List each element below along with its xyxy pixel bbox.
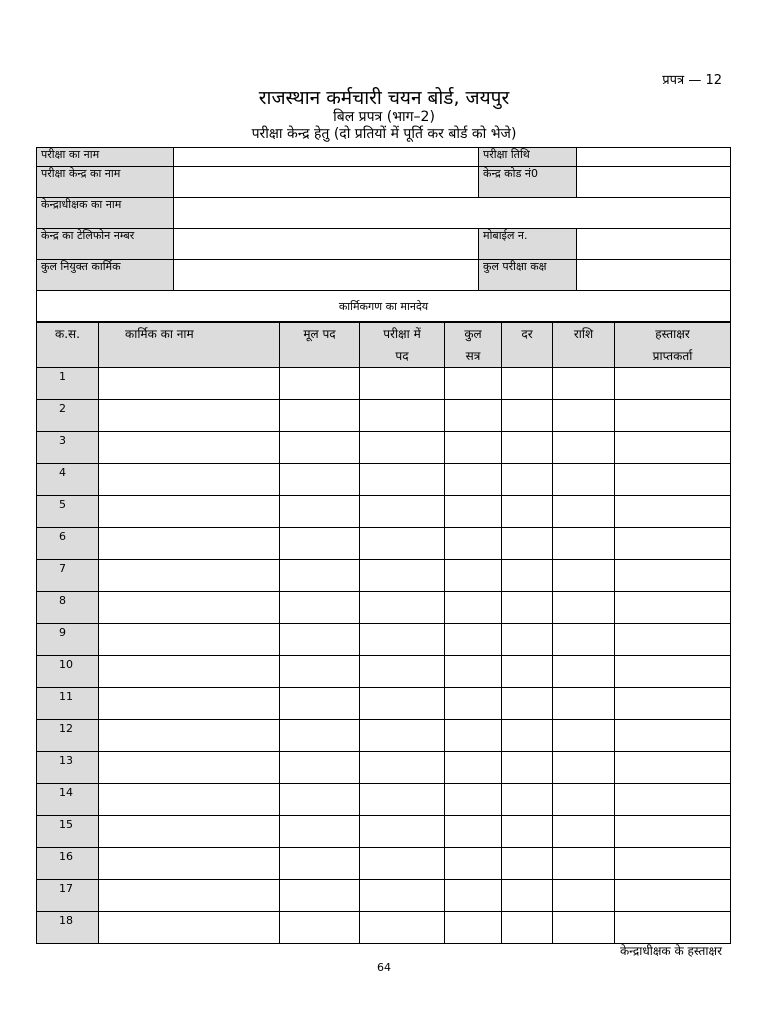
total-rooms-field[interactable] — [577, 260, 731, 291]
cell-sessions[interactable] — [445, 400, 502, 432]
cell-rate[interactable] — [502, 880, 553, 912]
cell-post[interactable] — [280, 400, 360, 432]
cell-post[interactable] — [280, 912, 360, 944]
cell-amount[interactable] — [553, 720, 615, 752]
cell-exam-post[interactable] — [360, 432, 445, 464]
table-row — [37, 560, 731, 592]
cell-rate[interactable] — [502, 528, 553, 560]
cell-rate[interactable] — [502, 752, 553, 784]
cell-signature[interactable] — [615, 496, 731, 528]
cell-name[interactable] — [99, 592, 280, 624]
cell-signature[interactable] — [615, 912, 731, 944]
cell-rate[interactable] — [502, 400, 553, 432]
col-exam-post — [360, 323, 445, 368]
col-rate: दर — [502, 323, 553, 368]
cell-name[interactable] — [99, 912, 280, 944]
cell-signature[interactable] — [615, 848, 731, 880]
table-row — [37, 368, 731, 400]
table-row — [37, 432, 731, 464]
table-row — [37, 528, 731, 560]
cell-sessions[interactable] — [445, 560, 502, 592]
cell-signature[interactable] — [615, 688, 731, 720]
cell-amount[interactable] — [553, 496, 615, 528]
cell-amount[interactable] — [553, 656, 615, 688]
col-sessions-line1: कुल — [464, 327, 482, 341]
cell-exam-post[interactable] — [360, 560, 445, 592]
table-row — [37, 624, 731, 656]
cell-exam-post[interactable] — [360, 656, 445, 688]
cell-signature[interactable] — [615, 656, 731, 688]
cell-name[interactable] — [99, 880, 280, 912]
center-code-label: केन्द्र कोड नं0 — [479, 167, 577, 198]
cell-sessions[interactable] — [445, 752, 502, 784]
cell-name[interactable] — [99, 528, 280, 560]
page-title: राजस्थान कर्मचारी चयन बोर्ड, जयपुर — [258, 87, 510, 109]
cell-name[interactable] — [99, 560, 280, 592]
table-row — [37, 848, 731, 880]
row-serial: 6 — [37, 528, 99, 560]
col-sessions — [445, 323, 502, 368]
cell-post[interactable] — [280, 880, 360, 912]
cell-rate[interactable] — [502, 464, 553, 496]
cell-exam-post[interactable] — [360, 592, 445, 624]
cell-rate[interactable] — [502, 560, 553, 592]
cell-amount[interactable] — [553, 368, 615, 400]
cell-sessions[interactable] — [445, 592, 502, 624]
cell-post[interactable] — [280, 560, 360, 592]
cell-rate[interactable] — [502, 688, 553, 720]
cell-signature[interactable] — [615, 880, 731, 912]
section-heading: कार्मिकगण का मानदेय — [37, 291, 731, 322]
form-number: प्रपत्र — 12 — [662, 73, 722, 88]
info-table — [36, 147, 731, 322]
cell-name[interactable] — [99, 752, 280, 784]
row-serial: 1 — [37, 368, 99, 400]
cell-post[interactable] — [280, 496, 360, 528]
table-row — [37, 784, 731, 816]
cell-name[interactable] — [99, 368, 280, 400]
cell-signature[interactable] — [615, 400, 731, 432]
col-exam-post-line1: परीक्षा में — [383, 327, 421, 341]
table-row — [37, 688, 731, 720]
row-serial: 5 — [37, 496, 99, 528]
cell-amount[interactable] — [553, 688, 615, 720]
col-serial: क.स. — [37, 323, 99, 368]
cell-name[interactable] — [99, 432, 280, 464]
col-amount: राशि — [553, 323, 615, 368]
page-number: 64 — [377, 961, 391, 974]
table-row — [37, 720, 731, 752]
center-name-label: परीक्षा केन्द्र का नाम — [37, 167, 174, 198]
cell-exam-post[interactable] — [360, 624, 445, 656]
table-row — [37, 496, 731, 528]
table-row — [37, 464, 731, 496]
cell-exam-post[interactable] — [360, 464, 445, 496]
row-serial: 2 — [37, 400, 99, 432]
cell-amount[interactable] — [553, 752, 615, 784]
cell-sessions[interactable] — [445, 720, 502, 752]
cell-sessions[interactable] — [445, 368, 502, 400]
cell-rate[interactable] — [502, 496, 553, 528]
cell-exam-post[interactable] — [360, 912, 445, 944]
cell-rate[interactable] — [502, 624, 553, 656]
cell-signature[interactable] — [615, 816, 731, 848]
row-serial: 18 — [37, 912, 99, 944]
row-serial: 4 — [37, 464, 99, 496]
cell-signature[interactable] — [615, 560, 731, 592]
cell-sessions[interactable] — [445, 432, 502, 464]
cell-rate[interactable] — [502, 816, 553, 848]
cell-sessions[interactable] — [445, 816, 502, 848]
cell-rate[interactable] — [502, 848, 553, 880]
cell-exam-post[interactable] — [360, 496, 445, 528]
superintendent-field[interactable] — [174, 198, 731, 229]
table-row — [37, 880, 731, 912]
superintendent-signature: केन्द्राधीक्षक के हस्ताक्षर — [619, 944, 722, 958]
table-row — [37, 752, 731, 784]
cell-post[interactable] — [280, 720, 360, 752]
cell-rate[interactable] — [502, 592, 553, 624]
row-serial: 3 — [37, 432, 99, 464]
cell-amount[interactable] — [553, 816, 615, 848]
cell-exam-post[interactable] — [360, 752, 445, 784]
cell-post[interactable] — [280, 528, 360, 560]
row-serial: 14 — [37, 784, 99, 816]
row-serial: 12 — [37, 720, 99, 752]
col-exam-post-line2: पद — [395, 349, 409, 363]
cell-amount[interactable] — [553, 592, 615, 624]
cell-name[interactable] — [99, 688, 280, 720]
row-serial: 9 — [37, 624, 99, 656]
cell-post[interactable] — [280, 784, 360, 816]
col-signature-line1: हस्ताक्षर — [655, 327, 690, 341]
cell-signature[interactable] — [615, 592, 731, 624]
row-serial: 17 — [37, 880, 99, 912]
cell-name[interactable] — [99, 656, 280, 688]
cell-sessions[interactable] — [445, 784, 502, 816]
table-row — [37, 592, 731, 624]
instruction-text: परीक्षा केन्द्र हेतु (दो प्रतियों में पूर्ति कर बोर्ड को भेजे) — [251, 126, 517, 142]
cell-amount[interactable] — [553, 848, 615, 880]
cell-rate[interactable] — [502, 784, 553, 816]
cell-post[interactable] — [280, 848, 360, 880]
cell-post[interactable] — [280, 752, 360, 784]
cell-amount[interactable] — [553, 624, 615, 656]
cell-post[interactable] — [280, 624, 360, 656]
page-subtitle: बिल प्रपत्र (भाग–2) — [333, 109, 435, 125]
cell-sessions[interactable] — [445, 624, 502, 656]
table-row — [37, 912, 731, 944]
row-serial: 11 — [37, 688, 99, 720]
total-staff-field[interactable] — [174, 260, 479, 291]
phone-field[interactable] — [174, 229, 479, 260]
cell-name[interactable] — [99, 784, 280, 816]
cell-name[interactable] — [99, 400, 280, 432]
row-serial: 16 — [37, 848, 99, 880]
col-post: मूल पद — [280, 323, 360, 368]
cell-post[interactable] — [280, 656, 360, 688]
cell-amount[interactable] — [553, 784, 615, 816]
exam-date-field[interactable] — [577, 148, 731, 167]
cell-signature[interactable] — [615, 752, 731, 784]
mobile-label: मोबाईल न. — [479, 229, 577, 260]
cell-post[interactable] — [280, 432, 360, 464]
cell-signature[interactable] — [615, 784, 731, 816]
cell-exam-post[interactable] — [360, 816, 445, 848]
table-row — [37, 656, 731, 688]
cell-amount[interactable] — [553, 560, 615, 592]
table-row — [37, 400, 731, 432]
cell-amount[interactable] — [553, 880, 615, 912]
cell-amount[interactable] — [553, 912, 615, 944]
cell-exam-post[interactable] — [360, 528, 445, 560]
cell-sessions[interactable] — [445, 496, 502, 528]
cell-rate[interactable] — [502, 368, 553, 400]
cell-signature[interactable] — [615, 432, 731, 464]
cell-signature[interactable] — [615, 368, 731, 400]
cell-sessions[interactable] — [445, 464, 502, 496]
cell-rate[interactable] — [502, 720, 553, 752]
table-row — [37, 816, 731, 848]
cell-name[interactable] — [99, 848, 280, 880]
cell-exam-post[interactable] — [360, 400, 445, 432]
table-header-row — [37, 323, 731, 368]
cell-amount[interactable] — [553, 528, 615, 560]
cell-name[interactable] — [99, 624, 280, 656]
exam-date-label: परीक्षा तिथि — [479, 148, 577, 167]
cell-sessions[interactable] — [445, 688, 502, 720]
cell-rate[interactable] — [502, 912, 553, 944]
exam-name-label: परीक्षा का नाम — [37, 148, 174, 167]
cell-sessions[interactable] — [445, 848, 502, 880]
total-rooms-label: कुल परीक्षा कक्ष — [479, 260, 577, 291]
cell-exam-post[interactable] — [360, 720, 445, 752]
staff-table — [36, 322, 731, 944]
cell-exam-post[interactable] — [360, 784, 445, 816]
cell-name[interactable] — [99, 464, 280, 496]
cell-signature[interactable] — [615, 624, 731, 656]
cell-post[interactable] — [280, 464, 360, 496]
cell-signature[interactable] — [615, 528, 731, 560]
col-name: कार्मिक का नाम — [99, 323, 280, 368]
cell-post[interactable] — [280, 592, 360, 624]
cell-name[interactable] — [99, 496, 280, 528]
cell-amount[interactable] — [553, 432, 615, 464]
cell-sessions[interactable] — [445, 528, 502, 560]
cell-sessions[interactable] — [445, 656, 502, 688]
cell-exam-post[interactable] — [360, 880, 445, 912]
cell-name[interactable] — [99, 816, 280, 848]
cell-rate[interactable] — [502, 432, 553, 464]
cell-post[interactable] — [280, 816, 360, 848]
cell-name[interactable] — [99, 720, 280, 752]
col-signature — [615, 323, 731, 368]
exam-name-field[interactable] — [174, 148, 479, 167]
cell-exam-post[interactable] — [360, 848, 445, 880]
cell-exam-post[interactable] — [360, 368, 445, 400]
col-sessions-line2: सत्र — [465, 349, 481, 363]
cell-rate[interactable] — [502, 656, 553, 688]
cell-exam-post[interactable] — [360, 688, 445, 720]
mobile-field[interactable] — [577, 229, 731, 260]
cell-signature[interactable] — [615, 720, 731, 752]
cell-amount[interactable] — [553, 464, 615, 496]
cell-signature[interactable] — [615, 464, 731, 496]
center-name-field[interactable] — [174, 167, 479, 198]
phone-label: केन्द्र का टेलिफोन नम्बर — [37, 229, 174, 260]
cell-post[interactable] — [280, 368, 360, 400]
cell-sessions[interactable] — [445, 880, 502, 912]
row-serial: 10 — [37, 656, 99, 688]
superintendent-label: केन्द्राधीक्षक का नाम — [37, 198, 174, 229]
row-serial: 8 — [37, 592, 99, 624]
cell-sessions[interactable] — [445, 912, 502, 944]
row-serial: 7 — [37, 560, 99, 592]
col-signature-line2: प्राप्तकर्ता — [652, 349, 693, 363]
row-serial: 15 — [37, 816, 99, 848]
cell-amount[interactable] — [553, 400, 615, 432]
center-code-field[interactable] — [577, 167, 731, 198]
total-staff-label: कुल नियुक्त कार्मिक — [37, 260, 174, 291]
row-serial: 13 — [37, 752, 99, 784]
cell-post[interactable] — [280, 688, 360, 720]
